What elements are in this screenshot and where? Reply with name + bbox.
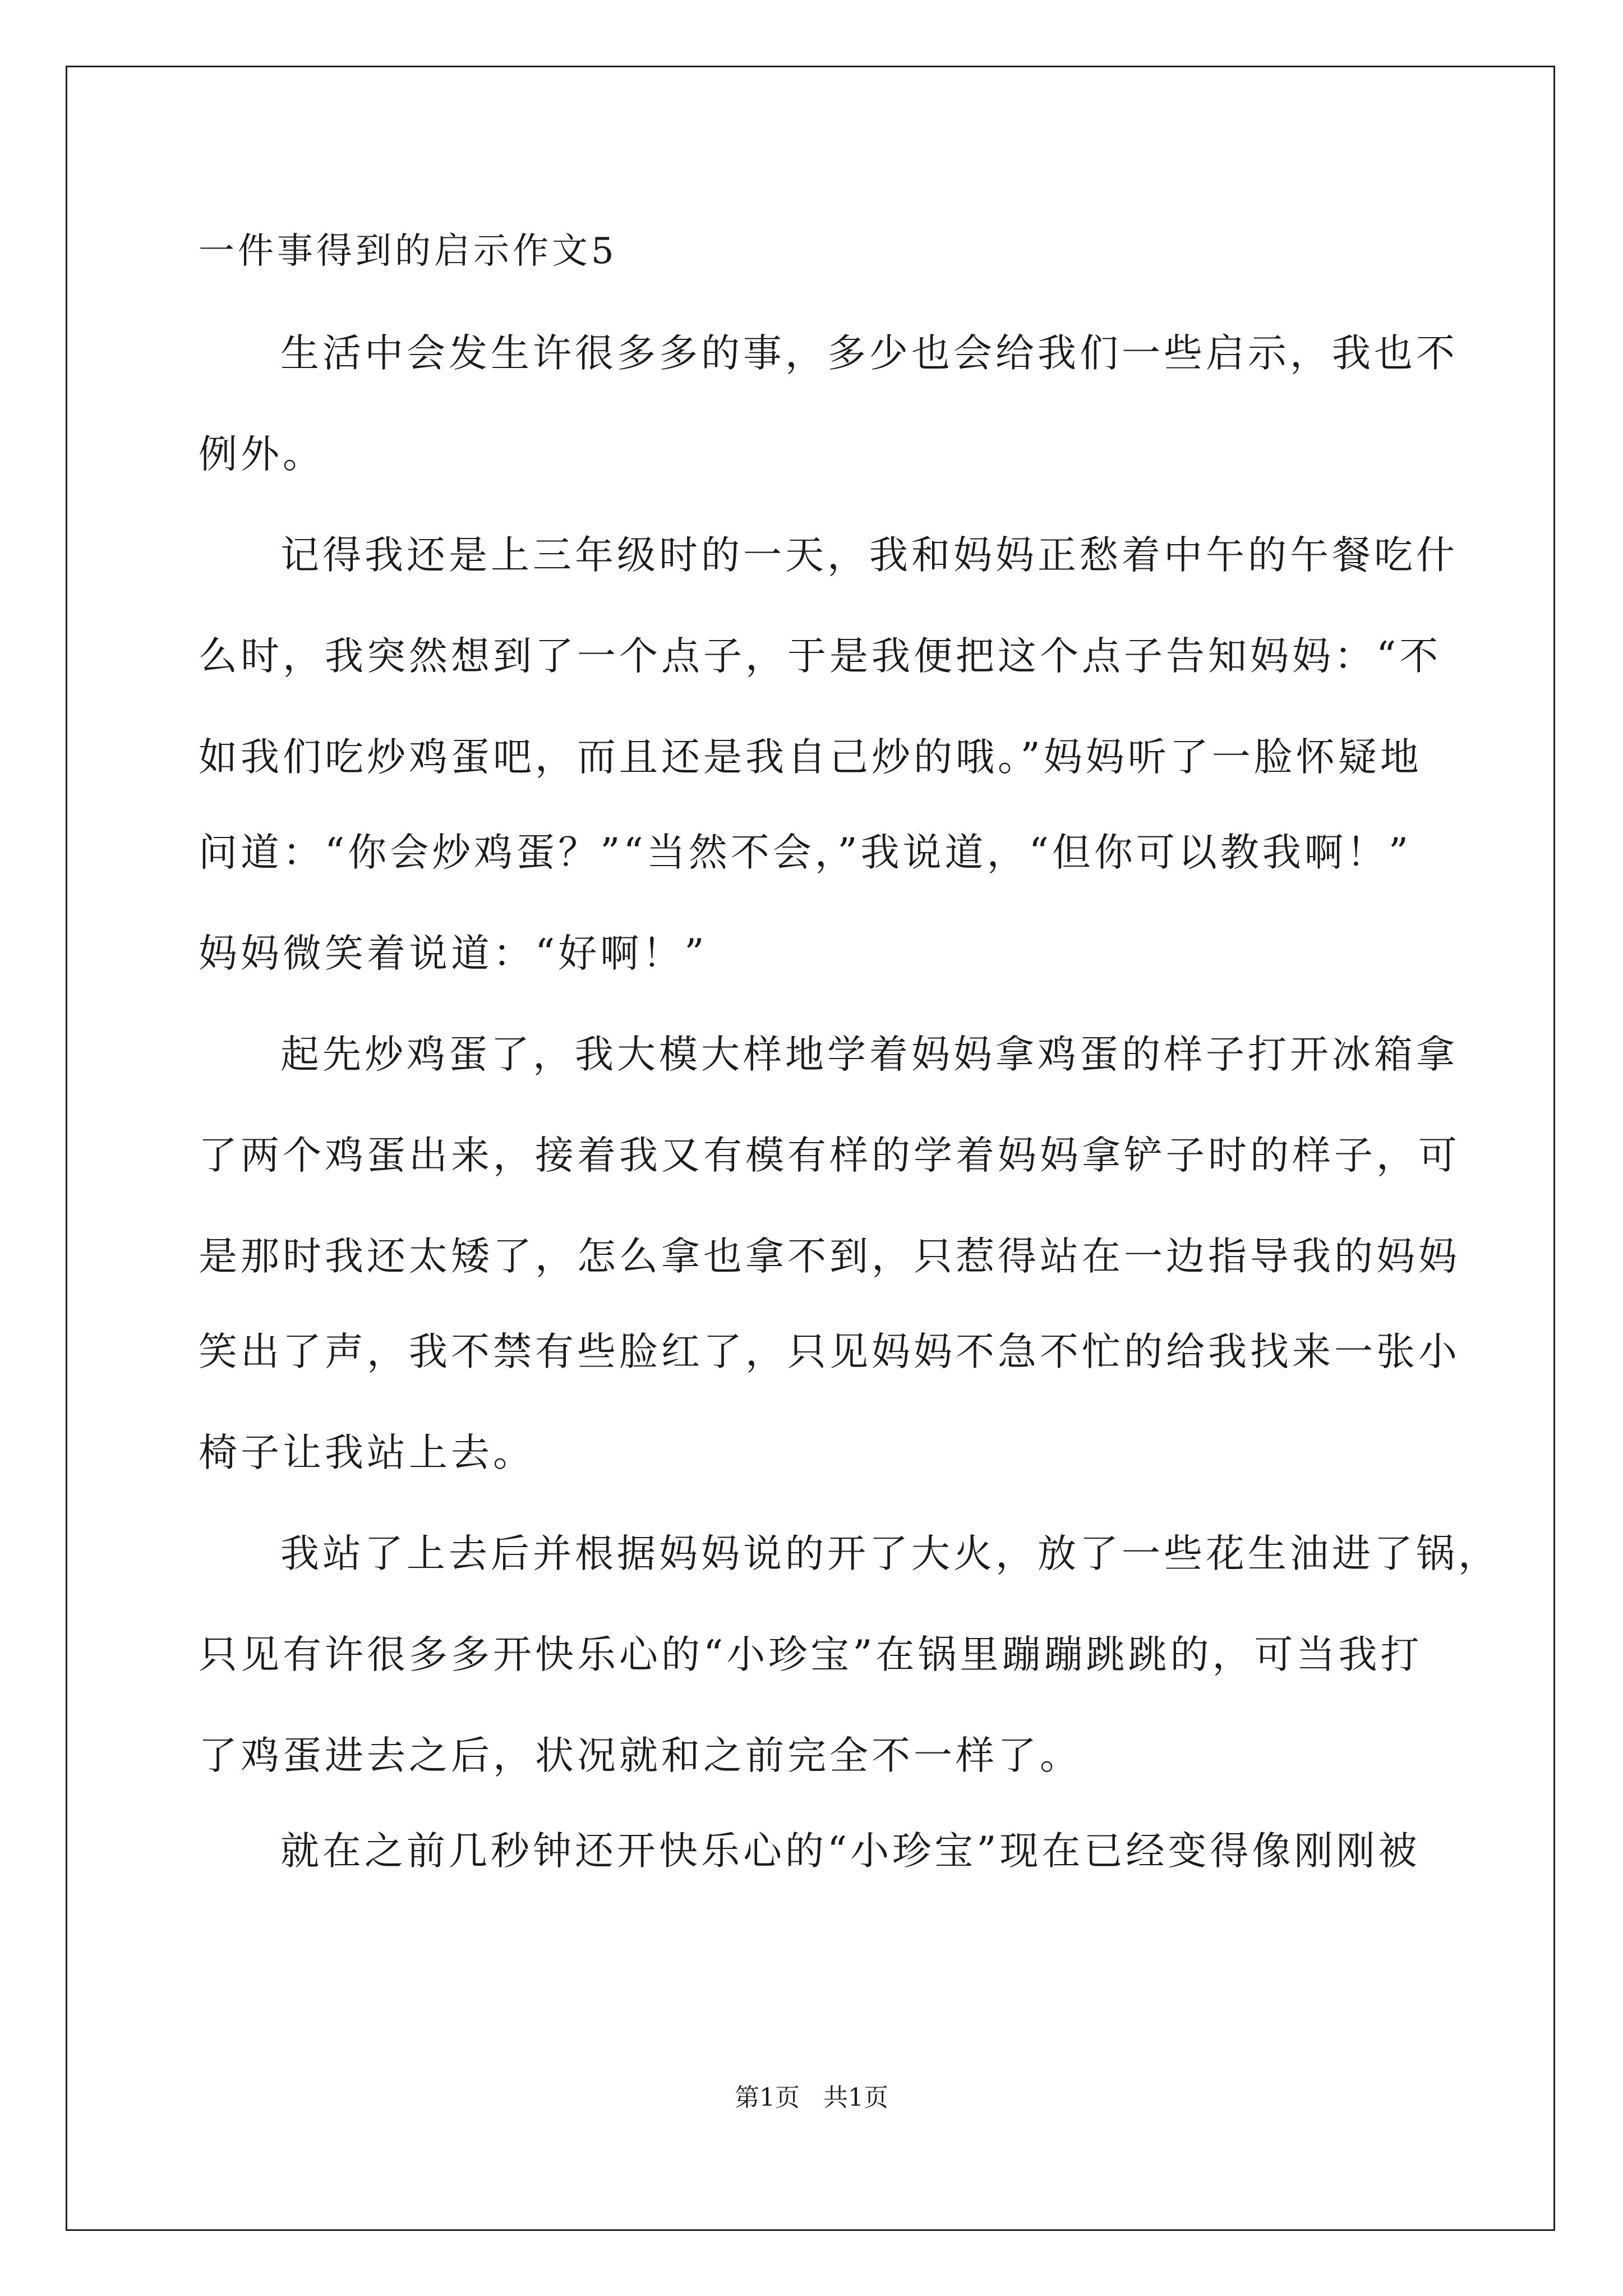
paragraph-line: 问道：“你会炒鸡蛋？”“当然不会，”我说道，“但你可以教我啊！”: [199, 830, 1412, 875]
page-number-footer: 第1页 共1页: [735, 2083, 888, 2112]
paragraph-line: 起先炒鸡蛋了，我大模大样地学着妈妈拿鸡蛋的样子打开冰箱拿: [280, 1032, 1458, 1077]
paragraph-line: 是那时我还太矮了，怎么拿也拿不到，只惹得站在一边指导我的妈妈: [199, 1234, 1460, 1279]
paragraph-line: 只见有许很多多开快乐心的“小珍宝”在锅里蹦蹦跳跳的，可当我打: [199, 1632, 1423, 1677]
paragraph-line: 记得我还是上三年级时的一天，我和妈妈正愁着中午的午餐吃什: [280, 533, 1458, 578]
paragraph-line: 了两个鸡蛋出来，接着我又有模有样的学着妈妈拿铲子时的样子，可: [199, 1133, 1460, 1178]
paragraph-line: 笑出了声，我不禁有些脸红了，只见妈妈不急不忙的给我找来一张小: [199, 1329, 1460, 1374]
paragraph-line: 就在之前几秒钟还开快乐心的“小珍宝”现在已经变得像刚刚被: [280, 1829, 1421, 1874]
paragraph-line: 生活中会发生许很多多的事，多少也会给我们一些启示，我也不: [280, 331, 1458, 376]
paragraph-line: 例外。: [199, 432, 325, 477]
paragraph-line: 么时，我突然想到了一个点子，于是我便把这个点子告知妈妈：“不: [199, 634, 1442, 679]
paragraph-line: 我站了上去后并根据妈妈说的开了大火，放了一些花生油进了锅，: [280, 1531, 1500, 1576]
paragraph-line: 妈妈微笑着说道：“好啊！”: [199, 931, 708, 976]
document-title: 一件事得到的启示作文5: [199, 231, 617, 272]
paragraph-line: 了鸡蛋进去之后，状况就和之前完全不一样了。: [199, 1733, 1082, 1778]
paragraph-line: 如我们吃炒鸡蛋吧，而且还是我自己炒的哦。”妈妈听了一脸怀疑地: [199, 735, 1422, 780]
paragraph-line: 椅子让我站上去。: [199, 1430, 535, 1475]
